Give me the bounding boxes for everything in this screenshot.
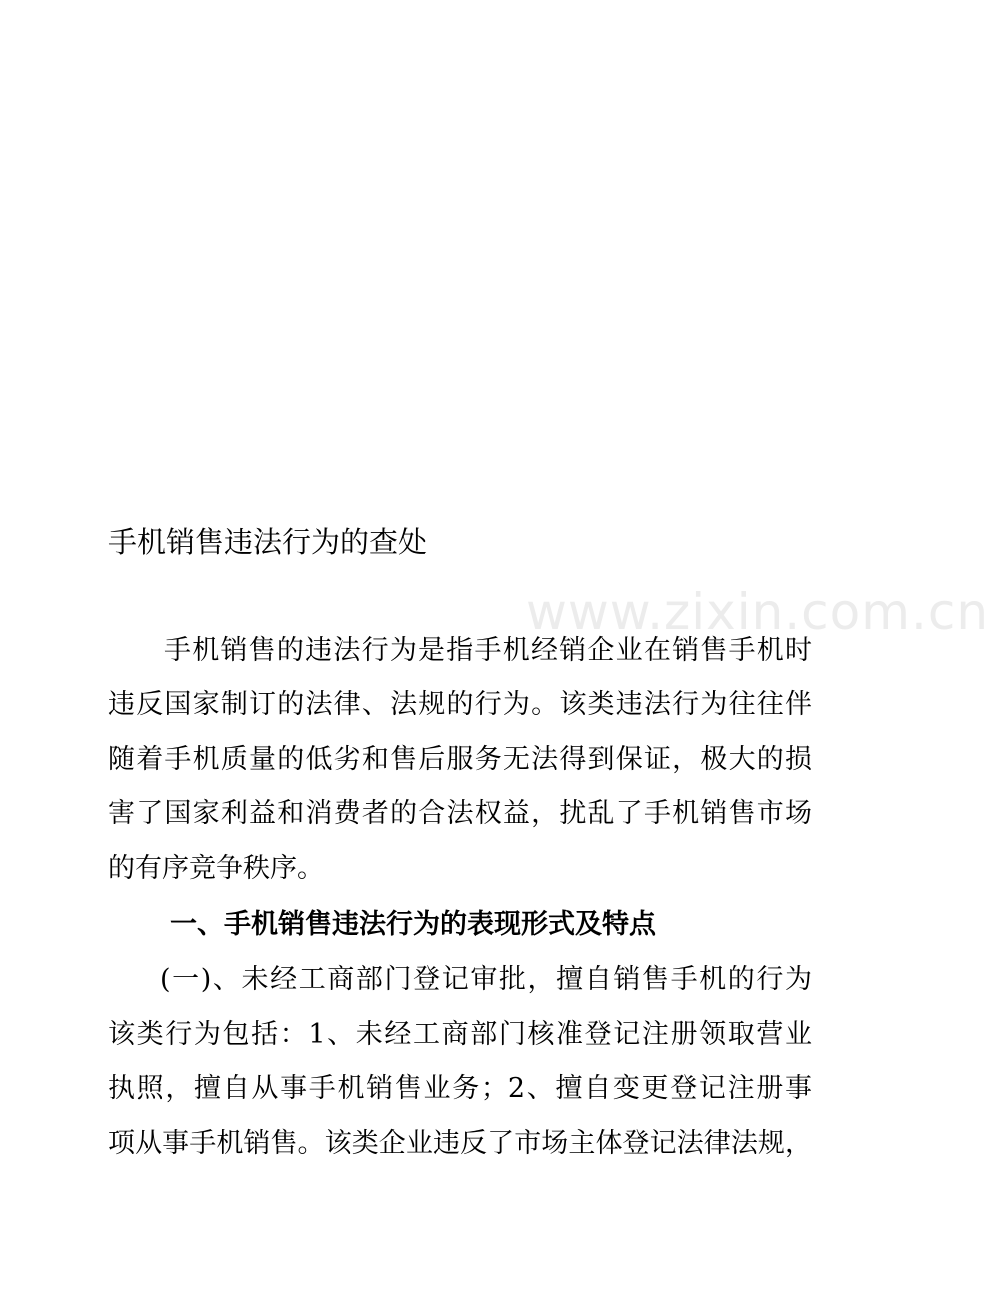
intro-line-2: 违反国家制订的法律、法规的行为。该类违法行为往往伴 <box>108 689 812 720</box>
section-heading: 一、手机销售违法行为的表现形式及特点 <box>170 909 656 940</box>
document-title: 手机销售违法行为的查处 <box>108 525 428 559</box>
watermark: www.zixin.com.cn <box>526 583 989 641</box>
intro-line-1: 手机销售的违法行为是指手机经销企业在销售手机时 <box>164 635 812 666</box>
subsection-line-1: (一)、未经工商部门登记审批，擅自销售手机的行为 <box>160 964 812 995</box>
intro-line-3: 随着手机质量的低劣和售后服务无法得到保证，极大的损 <box>108 744 812 775</box>
intro-line-4: 害了国家利益和消费者的合法权益，扰乱了手机销售市场 <box>108 798 812 829</box>
subsection-line-3: 执照，擅自从事手机销售业务；2、擅自变更登记注册事 <box>108 1073 812 1104</box>
subsection-line-2: 该类行为包括：1、未经工商部门核准登记注册领取营业 <box>108 1019 812 1050</box>
intro-line-5: 的有序竞争秩序。 <box>108 853 324 884</box>
subsection-line-4: 项从事手机销售。该类企业违反了市场主体登记法律法规， <box>108 1128 812 1159</box>
